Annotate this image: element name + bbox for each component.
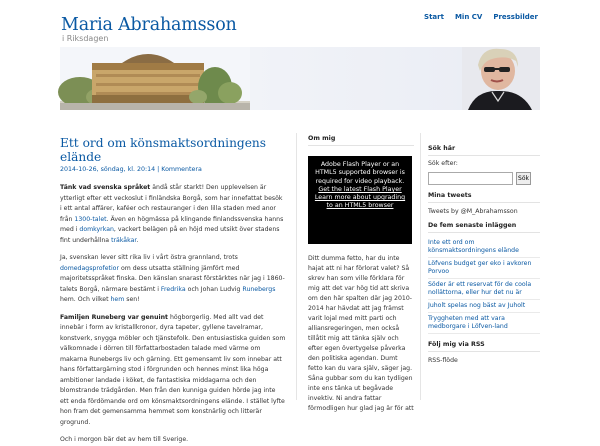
portrait-photo [462, 47, 540, 110]
p2-text-c: och Johan Ludvig [185, 285, 243, 293]
parliament-building-image [60, 47, 250, 110]
top-navigation [424, 13, 538, 21]
recent-posts-title: De fem senaste inläggen [428, 222, 540, 233]
site-description: i Riksdagen [62, 34, 109, 43]
p1-text-c: , vackert belägen på en höjd med utsikt över stadens fint underhållna [60, 226, 280, 244]
rss-link[interactable]: RSS-flöde [428, 357, 458, 365]
search-title: Sök här [428, 145, 540, 156]
search-input[interactable] [428, 172, 513, 185]
link-trakakar[interactable]: träkåkar [111, 236, 137, 244]
column-divider-left [296, 133, 297, 400]
recent-post-item[interactable]: Inte ett ord om könsmaktsordningens elände [428, 237, 540, 258]
search-label: Sök efter: [428, 160, 458, 167]
p2-text-b: om dess utsatta ställning jämfört med majoritetsspråket finska. Den känslan snarast förstärktes när jag i 1860-talets Borgå, närmare bestämt i [60, 264, 285, 293]
p1-text-b: . Även en högmässa på klingande finlandssvenska hanns med i [60, 215, 284, 233]
comment-link[interactable]: Kommentera [161, 166, 202, 173]
post-meta [60, 166, 286, 173]
search-widget [428, 145, 540, 185]
post-date[interactable]: 2014-10-26, söndag, kl. 20:14 [60, 166, 156, 173]
link-1300-talet[interactable]: 1300-talet [74, 215, 107, 223]
flash-required-text: Adobe Flash Player or an HTML5 supported browser is required for video playback. [315, 161, 405, 185]
search-row [428, 172, 540, 185]
paragraph-1 [60, 183, 286, 246]
nav-pressbilder[interactable]: Pressbilder [493, 13, 538, 21]
recent-post-item[interactable]: Söder är ett reservat för de coola nollättorna, eller hur det nu är [428, 279, 540, 300]
tweets-widget [428, 192, 540, 215]
p1-text-a: ändå står starkt! Den upplevelsen är ytterligt efter ett veckoslut i finländska Borgå, som har innefattat besök i ett antal affärer, kaféer och restauranger i den lilla staden med anor från [60, 184, 283, 223]
site-title[interactable]: Maria Abrahamsson [61, 15, 237, 35]
p2-text-e: sen! [124, 296, 140, 303]
about-text: Ditt dumma fetto, har du inte hajat att ni har förlorat valet? Så skrev han som ville förklara för mig att det var hög tid att skriva om den här spalten där jag 2010-2014 har hävdat att jag främst varit lojal med mitt parti och alliansregeringen, men också tillåtit mig att tänka själv och efter egen övertygelse påverka den politiska agendan. Dumt fetto kan du vara själv, säger jag. Såna gubbar som du kan tydligen inte ens tänka ut begåvade invektiv. Ni andra fattar förmodligen hur glad jag är för att [308, 255, 414, 412]
p2-text-d: hem. Och vilket [60, 296, 111, 303]
about-column [308, 135, 414, 414]
get-flash-link[interactable]: Get the latest Flash Player [318, 185, 402, 193]
recent-post-item[interactable]: Juholt spelas nog bäst av Juholt [428, 300, 540, 313]
p2-text-a: Ja, svenskan lever sitt rika liv i vårt östra grannland, trots [60, 254, 238, 261]
video-player-placeholder[interactable] [308, 156, 412, 244]
link-fredrika[interactable]: Fredrika [160, 285, 186, 293]
recent-posts-widget [428, 222, 540, 334]
column-divider-right [420, 133, 421, 400]
nav-min-cv[interactable]: Min CV [454, 13, 483, 21]
paragraph-3 [60, 313, 286, 429]
nav-start[interactable]: Start [424, 13, 444, 21]
meta-separator: | [155, 166, 162, 173]
link-domkyrkan[interactable]: domkyrkan [79, 226, 114, 233]
recent-post-item[interactable]: Löfvens budget ger eko i avkoren Porvoo [428, 258, 540, 279]
header-banner [60, 47, 540, 110]
p1-bold: Tänk vad svenska språket [60, 184, 151, 191]
link-hem[interactable]: hem [110, 296, 125, 303]
recent-post-item[interactable]: Tryggheten med att vara medborgare i Löfven-land [428, 313, 540, 334]
link-domedagsprofetior[interactable]: domedagsprofetior [60, 264, 119, 272]
recent-posts-list [428, 237, 540, 334]
about-title: Om mig [308, 135, 414, 146]
p1-text-d: . [136, 236, 139, 244]
post-body [60, 183, 286, 446]
upgrade-browser-link[interactable]: Learn more about upgrading to an HTML5 browser [314, 194, 406, 210]
tweets-title: Mina tweets [428, 192, 540, 203]
post-title[interactable]: Ett ord om könsmaktsordningens elände [60, 136, 267, 164]
rss-title: Följ mig via RSS [428, 341, 540, 352]
link-runebergs[interactable]: Runebergs [242, 285, 276, 293]
search-button[interactable]: Sök [516, 172, 531, 185]
main-content [60, 136, 286, 446]
paragraph-2 [60, 253, 286, 306]
sidebar [428, 145, 540, 371]
p3-text: högborgerlig. Med allt vad det innebär i form av kristallkronor, dyra tapeter, gyllene tavelramar, konstverk, snygga möbler och tjänstefolk. Den entusiastiska guiden som välkomnade i dörren till författarbostaden talade med värme om makarna Runebergs liv och gärning. Ett gemensamt liv som innebar att hans författargärning stod i förgrunden och hennes minst lika höga ambitioner landade i köket, de fantastiska middagarna och den blomstrande trädgården. Men från den kunniga guiden hörde jag inte ett enda fördömande ord om könsmaktsordningens elände. I stället lyfte hon fram det gemensamma hemmet som konstnärlig och litterär grogrund. [60, 313, 286, 426]
rss-widget [428, 341, 540, 364]
p3-bold: Familjen Runeberg var genuint [60, 313, 168, 321]
tweets-link[interactable]: Tweets by @M_Abrahamsson [428, 208, 518, 215]
paragraph-4: Och i morgon bär det av hem till Sverige. [60, 436, 189, 443]
